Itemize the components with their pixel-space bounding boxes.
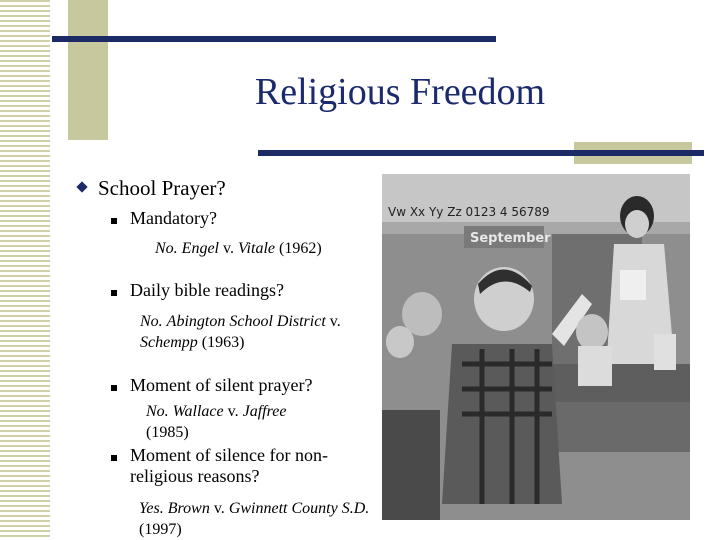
september-sign: September xyxy=(470,231,551,246)
case-plaintiff: Brown xyxy=(167,500,210,517)
bullet-text: School Prayer? xyxy=(98,176,226,200)
question-line-1: Moment of silence for non- xyxy=(130,445,328,465)
answer-verdict: No. xyxy=(140,313,163,330)
question-silent-prayer: Moment of silent prayer? xyxy=(130,375,313,395)
question-mandatory: Mandatory? xyxy=(130,208,217,228)
case-plaintiff: Abington School District xyxy=(166,313,326,330)
navy-bar-top xyxy=(52,36,496,42)
square-bullet-icon xyxy=(111,290,117,296)
slide-title: Religious Freedom xyxy=(254,71,546,113)
case-plaintiff: Wallace xyxy=(172,403,224,420)
case-year: (1985) xyxy=(146,424,189,441)
answer-verdict: No. xyxy=(155,240,178,257)
case-defendant: Vitale xyxy=(237,240,275,257)
alphabet-strip: Vw Xx Yy Zz 0123 4 56789 xyxy=(388,205,550,219)
case-year: (1963) xyxy=(197,334,245,351)
square-bullet-icon xyxy=(111,218,117,224)
answer-abington xyxy=(140,311,341,353)
case-defendant: Jaffree xyxy=(242,403,287,420)
case-v: v. xyxy=(223,403,243,420)
answer-verdict: Yes. xyxy=(139,500,164,517)
square-bullet-icon xyxy=(111,385,117,391)
answer-engel xyxy=(155,238,322,259)
case-v: v. xyxy=(209,500,229,517)
square-bullet-icon xyxy=(111,455,117,461)
diamond-bullet-icon xyxy=(76,181,87,192)
answer-verdict: No. xyxy=(146,403,169,420)
classroom-prayer-photo xyxy=(382,174,690,520)
answer-wallace xyxy=(146,401,286,443)
case-plaintiff: Engel xyxy=(181,240,219,257)
case-defendant: Schempp xyxy=(140,334,198,351)
question-line-2: religious reasons? xyxy=(130,466,260,486)
case-year: (1962) xyxy=(275,240,322,257)
olive-block-top xyxy=(68,0,108,140)
question-silence-nonreligious xyxy=(130,445,328,487)
question-bible-readings: Daily bible readings? xyxy=(130,280,284,300)
case-v: v. xyxy=(219,240,238,257)
case-defendant: Gwinnett County S.D. xyxy=(228,500,370,517)
case-v: v. xyxy=(325,313,341,330)
navy-bar-bottom xyxy=(258,150,704,156)
photo-illustration xyxy=(382,174,690,520)
decorative-stripes xyxy=(0,0,50,540)
case-year: (1997) xyxy=(139,521,182,538)
answer-brown xyxy=(139,498,369,540)
